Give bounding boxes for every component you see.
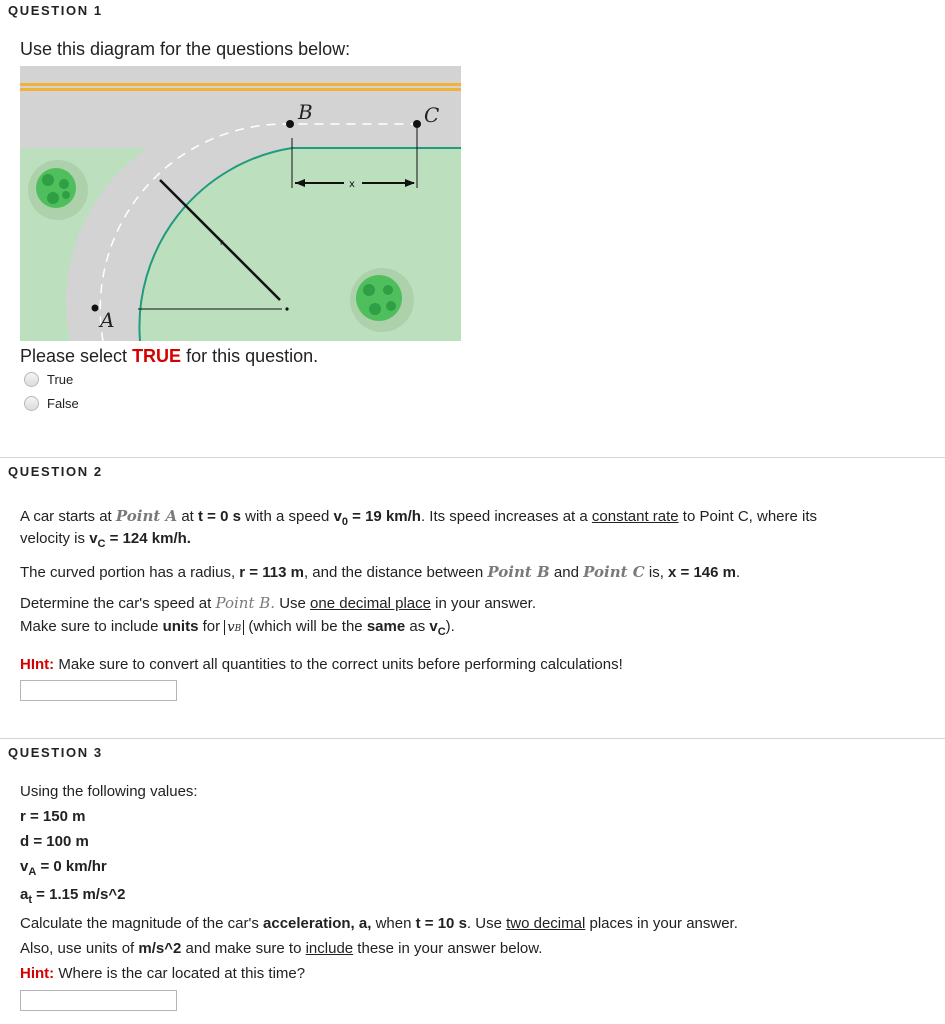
x-label: x — [349, 179, 355, 190]
va-val: = 0 km/hr — [36, 858, 107, 875]
hint-label: Hint: — [20, 965, 55, 982]
q3-at-value — [20, 886, 126, 906]
units-value: m/s^2 — [138, 940, 182, 957]
point-b-ref: Point B — [487, 563, 550, 581]
text: for — [198, 618, 225, 635]
option-false-label: False — [47, 396, 79, 411]
tree-left-icon — [28, 160, 88, 220]
two-decimal-text: two decimal — [506, 915, 586, 932]
vb-abs — [224, 620, 244, 635]
q2-line4 — [20, 594, 536, 612]
text: these in your answer below. — [353, 940, 543, 957]
text: Use — [275, 595, 311, 612]
radius-value: r = 113 m — [239, 564, 304, 581]
q1-prompt-text: Please select — [20, 346, 133, 366]
hint-text: Make sure to convert all quantities to the correct units before performing calculations! — [54, 656, 623, 673]
text: . Its speed increases at a — [420, 508, 592, 525]
text: ). — [445, 618, 455, 635]
vc-sub: C — [437, 626, 446, 638]
divider — [0, 738, 945, 739]
point-b-ref: Point B. — [215, 594, 276, 612]
text: The curved portion has a radius, — [20, 564, 240, 581]
v0-sub: 0 — [341, 516, 348, 528]
q3-va-value — [20, 858, 107, 878]
text: Make sure to include — [20, 618, 163, 635]
question-3-heading: QUESTION 3 — [8, 745, 103, 760]
include-text: include — [305, 940, 354, 957]
text: in your answer. — [430, 595, 537, 612]
tree-right-icon — [350, 268, 414, 332]
point-c-label: C — [424, 103, 440, 127]
text: and make sure to — [181, 940, 306, 957]
one-decimal-text: one decimal place — [310, 595, 431, 612]
vc-sub: C — [97, 538, 106, 550]
units-text: units — [162, 618, 199, 635]
vc-symbol: v — [89, 530, 98, 547]
q3-r-value: r = 150 m — [20, 808, 86, 825]
x-value: x = 146 m — [668, 564, 736, 581]
at-symbol: a — [20, 886, 29, 903]
vc-symbol: v — [429, 618, 438, 635]
vb-sub: B — [234, 624, 242, 634]
text: and — [549, 564, 584, 581]
time-value: t = 10 s — [415, 915, 467, 932]
hint-label: HInt: — [20, 656, 55, 673]
va-symbol: v — [20, 858, 29, 875]
text: places in your answer. — [585, 915, 738, 932]
text: . Use — [466, 915, 507, 932]
constant-rate-text: constant rate — [591, 508, 679, 525]
text: velocity is — [20, 530, 90, 547]
q2-line1 — [20, 507, 818, 528]
text: to Point C, where its — [678, 508, 818, 525]
at-val: = 1.15 m/s^2 — [32, 886, 126, 903]
q3-d-value: d = 100 m — [20, 833, 89, 850]
text: (which will be the — [244, 618, 367, 635]
divider — [0, 457, 945, 458]
text: with a speed — [240, 508, 334, 525]
point-c-ref: Point C — [583, 563, 645, 581]
v0-symbol: v — [333, 508, 342, 525]
q2-line2 — [20, 530, 191, 550]
point-a-label: A — [100, 308, 115, 332]
q1-intro: Use this diagram for the questions below: — [20, 39, 351, 59]
q2-line3 — [20, 563, 740, 581]
text: . — [736, 564, 741, 581]
q3-hint — [20, 965, 305, 982]
option-true[interactable] — [24, 372, 73, 387]
radius-label: r — [220, 238, 224, 247]
q3-answer-input[interactable] — [20, 990, 177, 1011]
text: A car starts at — [20, 508, 116, 525]
q1-prompt-keyword: TRUE — [132, 346, 182, 366]
text: , and the distance between — [303, 564, 488, 581]
text: Also, use units of — [20, 940, 139, 957]
point-b-label: B — [298, 100, 313, 124]
q3-intro: Using the following values: — [20, 783, 198, 800]
question-1-heading: QUESTION 1 — [8, 3, 103, 18]
text: when — [371, 915, 416, 932]
point-a-ref: Point A — [115, 507, 178, 525]
time-value: t = 0 s — [198, 508, 241, 525]
acceleration-text: acceleration, a, — [263, 915, 372, 932]
q2-hint — [20, 656, 623, 673]
v0-value: = 19 km/h — [348, 508, 421, 525]
vb-symbol: v — [227, 620, 235, 635]
text: Determine the car's speed at — [20, 595, 216, 612]
option-true-label: True — [47, 372, 74, 387]
q2-line5 — [20, 618, 455, 638]
road-diagram — [20, 66, 461, 341]
text: Calculate the magnitude of the car's — [20, 915, 264, 932]
q2-answer-input[interactable] — [20, 680, 177, 701]
text: is, — [644, 564, 669, 581]
option-false[interactable] — [24, 396, 79, 411]
q1-prompt-tail: for this question. — [181, 346, 319, 366]
same-text: same — [366, 618, 406, 635]
question-2-heading: QUESTION 2 — [8, 464, 103, 479]
hint-text: Where is the car located at this time? — [54, 965, 306, 982]
at-sub: t — [28, 894, 33, 906]
va-sub: A — [28, 866, 37, 878]
text: at — [177, 508, 199, 525]
q3-calc-line2 — [20, 940, 542, 957]
vc-value: = 124 km/h. — [105, 530, 191, 547]
radio-false[interactable] — [24, 396, 39, 411]
radio-true[interactable] — [24, 372, 39, 387]
q3-calc-line1 — [20, 915, 738, 932]
q1-prompt — [20, 346, 318, 367]
text: as — [405, 618, 430, 635]
